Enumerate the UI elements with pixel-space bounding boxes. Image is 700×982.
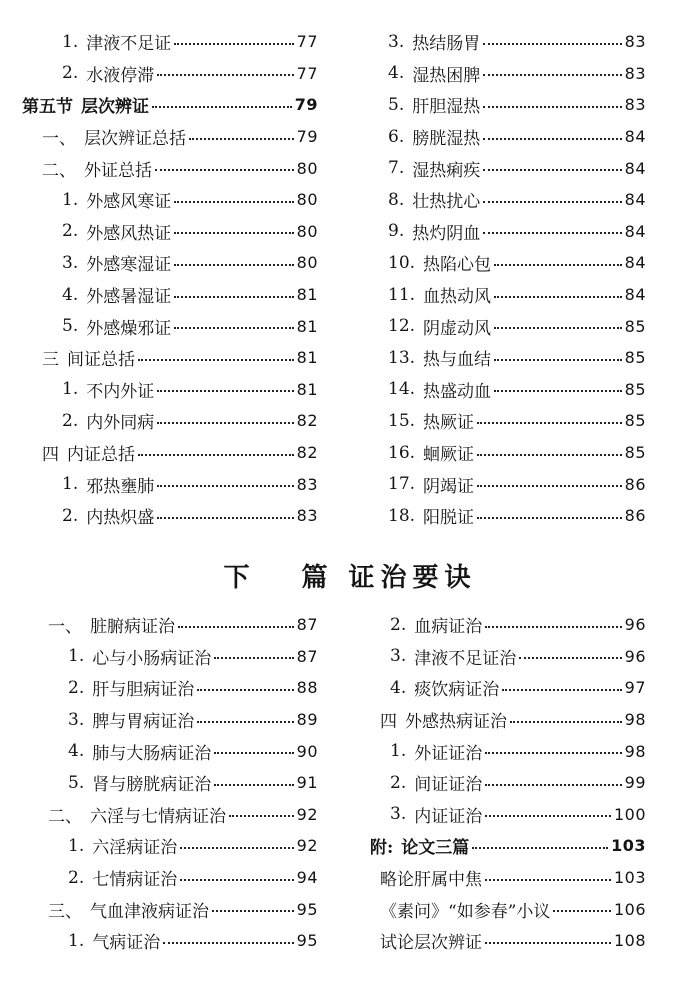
toc-entry-page: 80 bbox=[296, 158, 318, 178]
toc-entry-number: 1. bbox=[62, 31, 79, 52]
toc-top-right bbox=[388, 26, 646, 532]
toc-entry-page: 86 bbox=[624, 506, 646, 526]
toc-entry-title: 外证总括 bbox=[84, 160, 152, 181]
toc-entry bbox=[370, 735, 646, 767]
toc-entry-number: 4. bbox=[390, 677, 407, 698]
toc-entry-page: 80 bbox=[296, 253, 318, 273]
toc-entry-number: 18. bbox=[388, 505, 416, 526]
leader-dots bbox=[483, 43, 621, 45]
toc-top-left bbox=[22, 26, 318, 532]
leader-dots bbox=[174, 43, 293, 45]
toc-entry-page: 103 bbox=[613, 868, 646, 888]
toc-entry-page: 83 bbox=[296, 506, 318, 526]
toc-entry-page: 83 bbox=[624, 63, 646, 83]
leader-dots bbox=[510, 721, 622, 723]
leader-dots bbox=[197, 721, 293, 723]
leader-dots bbox=[485, 815, 611, 817]
toc-entry-page: 81 bbox=[296, 379, 318, 399]
toc-entry-number: 三 bbox=[42, 350, 59, 371]
toc-entry-number: 1. bbox=[62, 474, 79, 495]
toc-entry-title: 痰饮病证治 bbox=[414, 680, 500, 701]
toc-entry bbox=[388, 121, 646, 153]
toc-entry-title: 肝与胆病证治 bbox=[92, 680, 195, 701]
toc-entry-page: 98 bbox=[624, 710, 646, 730]
toc-entry-page: 80 bbox=[296, 190, 318, 210]
toc-entry-number: 12. bbox=[388, 316, 416, 337]
leader-dots bbox=[174, 264, 293, 266]
leader-dots bbox=[214, 784, 293, 786]
toc-entry bbox=[388, 405, 646, 437]
toc-entry-number: 3. bbox=[68, 709, 85, 730]
toc-entry-title: 气病证治 bbox=[92, 933, 161, 954]
toc-entry bbox=[48, 672, 318, 704]
toc-entry-title: 《素问》“如参春”小议 bbox=[380, 901, 551, 922]
toc-entry-title: 外感燥邪证 bbox=[86, 318, 172, 339]
leader-dots bbox=[485, 879, 611, 881]
toc-entry-title: 不内外证 bbox=[86, 381, 155, 402]
toc-entry-page: 96 bbox=[624, 646, 646, 666]
toc-entry bbox=[370, 862, 646, 894]
toc-entry-page: 108 bbox=[613, 931, 646, 951]
toc-entry bbox=[388, 184, 646, 216]
leader-dots bbox=[157, 74, 293, 76]
leader-dots bbox=[229, 815, 294, 817]
leader-dots bbox=[519, 657, 621, 659]
toc-entry-page: 86 bbox=[624, 474, 646, 494]
toc-entry-page: 103 bbox=[611, 836, 646, 856]
leader-dots bbox=[174, 201, 293, 203]
leader-dots bbox=[494, 359, 622, 361]
toc-entry-page: 85 bbox=[624, 379, 646, 399]
leader-dots bbox=[483, 106, 621, 108]
toc-entry-number: 2. bbox=[68, 677, 85, 698]
toc-entry-number: 9. bbox=[388, 221, 405, 242]
leader-dots bbox=[477, 485, 622, 487]
leader-dots bbox=[494, 327, 622, 329]
toc-entry-title: 内证总括 bbox=[67, 445, 135, 466]
leader-dots bbox=[214, 752, 293, 754]
toc-entry-page: 81 bbox=[296, 285, 318, 305]
toc-entry bbox=[48, 925, 318, 957]
toc-entry-page: 84 bbox=[624, 190, 646, 210]
leader-dots bbox=[157, 517, 293, 519]
toc-entry bbox=[22, 374, 318, 406]
toc-entry-number: 2. bbox=[390, 772, 407, 793]
toc-entry-page: 89 bbox=[296, 710, 318, 730]
toc-entry-title: 心与小肠病证治 bbox=[92, 648, 212, 669]
leader-dots bbox=[502, 689, 621, 691]
leader-dots bbox=[174, 232, 293, 234]
toc-entry bbox=[370, 704, 646, 736]
leader-dots bbox=[180, 879, 293, 881]
toc-entry-page: 79 bbox=[294, 95, 318, 115]
leader-dots bbox=[214, 657, 293, 659]
toc-entry-title: 热盛动血 bbox=[423, 381, 492, 402]
leader-dots bbox=[494, 296, 622, 298]
toc-entry-title: 内外同病 bbox=[86, 413, 155, 434]
toc-entry bbox=[370, 925, 646, 957]
toc-entry bbox=[388, 279, 646, 311]
toc-bottom-left bbox=[48, 609, 318, 957]
toc-entry-number: 四 bbox=[380, 712, 397, 733]
toc-entry-page: 95 bbox=[296, 899, 318, 919]
leader-dots bbox=[157, 422, 293, 424]
toc-entry-number: 11. bbox=[388, 284, 416, 305]
leader-dots bbox=[212, 910, 294, 912]
toc-entry-number: 15. bbox=[388, 410, 416, 431]
toc-entry-number: 2. bbox=[62, 221, 79, 242]
toc-entry-number: 4. bbox=[62, 284, 79, 305]
toc-entry bbox=[388, 216, 646, 248]
toc-entry-number: 10. bbox=[388, 252, 416, 273]
toc-entry bbox=[22, 500, 318, 532]
toc-bottom-right bbox=[370, 609, 646, 957]
toc-entry bbox=[388, 374, 646, 406]
toc-entry-title: 阴虚动风 bbox=[423, 318, 492, 339]
toc-entry bbox=[22, 184, 318, 216]
toc-entry-page: 80 bbox=[296, 221, 318, 241]
toc-entry-page: 106 bbox=[613, 899, 646, 919]
toc-entry-page: 87 bbox=[296, 646, 318, 666]
toc-entry bbox=[22, 152, 318, 184]
leader-dots bbox=[138, 454, 294, 456]
toc-entry-page: 96 bbox=[624, 615, 646, 635]
toc-entry-title: 层次辨证 bbox=[81, 97, 149, 118]
toc-entry-title: 湿热困脾 bbox=[412, 65, 481, 86]
toc-entry-number: 17. bbox=[388, 474, 416, 495]
leader-dots bbox=[138, 359, 294, 361]
toc-entry-page: 81 bbox=[296, 316, 318, 336]
toc-entry-title: 血热动风 bbox=[423, 287, 492, 308]
toc-entry bbox=[388, 26, 646, 58]
toc-entry-number: 5. bbox=[62, 316, 79, 337]
toc-entry bbox=[48, 799, 318, 831]
toc-entry-number: 2. bbox=[68, 867, 85, 888]
toc-entry-title: 内证证治 bbox=[414, 806, 483, 827]
toc-entry-title: 热厥证 bbox=[423, 413, 475, 434]
toc-entry-page: 92 bbox=[296, 804, 318, 824]
toc-entry-page: 79 bbox=[296, 127, 318, 147]
toc-entry-number: 2. bbox=[62, 63, 79, 84]
toc-entry-number: 三、 bbox=[48, 901, 82, 922]
leader-dots bbox=[485, 784, 621, 786]
toc-entry bbox=[388, 342, 646, 374]
toc-entry-title: 外证证治 bbox=[414, 743, 483, 764]
toc-entry bbox=[48, 862, 318, 894]
toc-entry-number: 1. bbox=[62, 189, 79, 210]
leader-dots bbox=[178, 626, 294, 628]
toc-entry bbox=[388, 58, 646, 90]
toc-entry bbox=[370, 767, 646, 799]
leader-dots bbox=[157, 485, 293, 487]
section-heading-title: 篇 证治要诀 bbox=[301, 563, 477, 593]
toc-entry-title: 壮热扰心 bbox=[412, 192, 481, 213]
leader-dots bbox=[483, 201, 621, 203]
leader-dots bbox=[152, 106, 292, 108]
toc-entry-title: 气血津液病证治 bbox=[90, 901, 209, 922]
toc-entry-number: 二、 bbox=[48, 806, 82, 827]
toc-entry-page: 91 bbox=[296, 773, 318, 793]
toc-entry-page: 88 bbox=[296, 678, 318, 698]
toc-entry-page: 100 bbox=[613, 804, 646, 824]
toc-entry-number: 一、 bbox=[48, 617, 82, 638]
toc-entry-page: 84 bbox=[624, 285, 646, 305]
leader-dots bbox=[485, 626, 621, 628]
toc-entry bbox=[22, 89, 318, 121]
toc-entry bbox=[388, 89, 646, 121]
toc-entry bbox=[388, 310, 646, 342]
toc-entry-page: 95 bbox=[296, 931, 318, 951]
toc-entry-number: 1. bbox=[62, 379, 79, 400]
toc-entry-page: 85 bbox=[624, 316, 646, 336]
leader-dots bbox=[197, 689, 293, 691]
toc-entry-title: 热陷心包 bbox=[423, 255, 492, 276]
toc-entry-title: 邪热壅肺 bbox=[86, 476, 155, 497]
toc-entry bbox=[48, 767, 318, 799]
toc-entry-page: 84 bbox=[624, 253, 646, 273]
toc-entry bbox=[388, 247, 646, 279]
toc-entry bbox=[370, 830, 646, 862]
toc-entry-page: 82 bbox=[296, 411, 318, 431]
leader-dots bbox=[174, 327, 293, 329]
toc-entry bbox=[22, 310, 318, 342]
toc-entry-title: 津液不足证 bbox=[86, 34, 172, 55]
toc-entry bbox=[22, 58, 318, 90]
toc-entry-number: 3. bbox=[62, 252, 79, 273]
leader-dots bbox=[157, 390, 293, 392]
toc-entry-title: 外感热病证治 bbox=[405, 712, 507, 733]
toc-entry bbox=[22, 437, 318, 469]
toc-entry-title: 热与血结 bbox=[423, 350, 492, 371]
toc-entry-page: 81 bbox=[296, 348, 318, 368]
toc-entry-page: 83 bbox=[296, 474, 318, 494]
toc-entry bbox=[48, 893, 318, 925]
toc-entry bbox=[370, 799, 646, 831]
toc-entry-page: 77 bbox=[296, 63, 318, 83]
toc-entry-number: 第五节 bbox=[22, 97, 73, 118]
toc-entry-number: 16. bbox=[388, 442, 416, 463]
toc-entry-title: 试论层次辨证 bbox=[380, 933, 482, 954]
toc-entry bbox=[48, 704, 318, 736]
toc-entry-page: 90 bbox=[296, 741, 318, 761]
toc-entry-page: 83 bbox=[624, 95, 646, 115]
toc-entry-title: 论文三篇 bbox=[401, 838, 470, 859]
toc-entry-page: 85 bbox=[624, 443, 646, 463]
leader-dots bbox=[494, 264, 622, 266]
leader-dots bbox=[483, 232, 621, 234]
toc-entry-title: 内热炽盛 bbox=[86, 508, 155, 529]
toc-entry-number: 一、 bbox=[42, 129, 76, 150]
toc-entry-number: 2. bbox=[390, 614, 407, 635]
toc-entry-title: 肾与膀胱病证治 bbox=[92, 775, 212, 796]
leader-dots bbox=[485, 752, 621, 754]
leader-dots bbox=[477, 454, 622, 456]
toc-entry bbox=[388, 468, 646, 500]
toc-entry bbox=[22, 216, 318, 248]
toc-entry-page: 84 bbox=[624, 127, 646, 147]
toc-entry-title: 热结肠胃 bbox=[412, 34, 481, 55]
leader-dots bbox=[483, 169, 621, 171]
toc-entry-page: 85 bbox=[624, 348, 646, 368]
leader-dots bbox=[180, 847, 293, 849]
toc-entry-title: 六淫与七情病证治 bbox=[90, 806, 226, 827]
toc-entry-number: 5. bbox=[68, 772, 85, 793]
toc-entry-number: 2. bbox=[62, 410, 79, 431]
leader-dots bbox=[472, 847, 608, 849]
toc-entry-title: 七情病证治 bbox=[92, 870, 178, 891]
toc-entry-page: 84 bbox=[624, 221, 646, 241]
toc-entry bbox=[370, 609, 646, 641]
toc-entry-title: 脾与胃病证治 bbox=[92, 712, 195, 733]
toc-entry bbox=[388, 500, 646, 532]
toc-entry bbox=[22, 121, 318, 153]
toc-entry bbox=[48, 641, 318, 673]
toc-entry bbox=[48, 609, 318, 641]
toc-entry bbox=[388, 437, 646, 469]
toc-entry-number: 6. bbox=[388, 126, 405, 147]
toc-entry-title: 外感暑湿证 bbox=[86, 287, 172, 308]
toc-entry-number: 8. bbox=[388, 189, 405, 210]
toc-entry-title: 间证总括 bbox=[67, 350, 135, 371]
toc-entry bbox=[48, 830, 318, 862]
toc-entry-title: 津液不足证治 bbox=[414, 648, 517, 669]
toc-entry bbox=[370, 893, 646, 925]
leader-dots bbox=[494, 390, 622, 392]
toc-entry-title: 湿热痢疾 bbox=[412, 160, 481, 181]
toc-entry-title: 肺与大肠病证治 bbox=[92, 743, 212, 764]
leader-dots bbox=[485, 942, 611, 944]
toc-entry-number: 二、 bbox=[42, 160, 76, 181]
toc-entry-title: 阴竭证 bbox=[423, 476, 475, 497]
toc-entry-title: 阳脱证 bbox=[423, 508, 475, 529]
toc-entry-number: 1. bbox=[390, 741, 407, 762]
toc-entry-number: 3. bbox=[390, 646, 407, 667]
leader-dots bbox=[189, 138, 294, 140]
toc-entry bbox=[22, 342, 318, 374]
toc-entry-title: 肝胆湿热 bbox=[412, 97, 481, 118]
toc-entry-title: 层次辨证总括 bbox=[84, 129, 186, 150]
toc-entry-number: 1. bbox=[68, 930, 85, 951]
toc-entry-number: 5. bbox=[388, 94, 405, 115]
toc-entry-page: 92 bbox=[296, 836, 318, 856]
toc-entry bbox=[370, 641, 646, 673]
toc-entry-title: 间证证治 bbox=[414, 775, 483, 796]
toc-entry-title: 血病证治 bbox=[414, 617, 483, 638]
toc-entry-title: 膀胱湿热 bbox=[412, 129, 481, 150]
toc-entry-number: 2. bbox=[62, 505, 79, 526]
toc-entry bbox=[22, 247, 318, 279]
toc-entry-page: 83 bbox=[624, 32, 646, 52]
toc-entry-title: 外感寒湿证 bbox=[86, 255, 172, 276]
toc-entry-title: 热灼阴血 bbox=[412, 223, 481, 244]
toc-entry-number: 4. bbox=[388, 63, 405, 84]
toc-entry-page: 77 bbox=[296, 32, 318, 52]
toc-entry-title: 外感风寒证 bbox=[86, 192, 172, 213]
toc-entry-number: 3. bbox=[390, 804, 407, 825]
toc-entry-page: 87 bbox=[296, 615, 318, 635]
toc-entry-title: 蛔厥证 bbox=[423, 445, 475, 466]
toc-entry-title: 外感风热证 bbox=[86, 223, 172, 244]
toc-entry-title: 略论肝属中焦 bbox=[380, 870, 482, 891]
leader-dots bbox=[483, 138, 621, 140]
toc-entry-page: 82 bbox=[296, 443, 318, 463]
toc-entry-page: 99 bbox=[624, 773, 646, 793]
toc-entry-number: 1. bbox=[68, 835, 85, 856]
toc-entry bbox=[22, 405, 318, 437]
toc-entry-title: 六淫病证治 bbox=[92, 838, 178, 859]
toc-entry-number: 3. bbox=[388, 31, 405, 52]
toc-entry-page: 97 bbox=[624, 678, 646, 698]
leader-dots bbox=[477, 517, 622, 519]
toc-entry-page: 85 bbox=[624, 411, 646, 431]
leader-dots bbox=[483, 74, 621, 76]
toc-entry-number: 1. bbox=[68, 646, 85, 667]
toc-entry bbox=[370, 672, 646, 704]
leader-dots bbox=[155, 169, 294, 171]
leader-dots bbox=[553, 910, 611, 912]
section-heading-part: 下 bbox=[223, 563, 256, 593]
toc-entry-page: 84 bbox=[624, 158, 646, 178]
toc-entry-number: 7. bbox=[388, 158, 405, 179]
toc-entry-number: 13. bbox=[388, 347, 416, 368]
toc-entry bbox=[22, 279, 318, 311]
toc-entry-number: 四 bbox=[42, 445, 59, 466]
toc-entry-page: 94 bbox=[296, 868, 318, 888]
leader-dots bbox=[477, 422, 622, 424]
toc-entry-number: 附: bbox=[370, 838, 394, 859]
toc-entry-title: 水液停滞 bbox=[86, 65, 155, 86]
toc-entry bbox=[388, 152, 646, 184]
toc-entry-title: 脏腑病证治 bbox=[90, 617, 175, 638]
toc-entry bbox=[48, 735, 318, 767]
leader-dots bbox=[174, 296, 293, 298]
toc-entry-number: 14. bbox=[388, 379, 416, 400]
toc-entry-number: 4. bbox=[68, 741, 85, 762]
toc-entry-page: 98 bbox=[624, 741, 646, 761]
section-heading bbox=[0, 557, 700, 594]
leader-dots bbox=[163, 942, 293, 944]
toc-entry bbox=[22, 468, 318, 500]
toc-entry bbox=[22, 26, 318, 58]
